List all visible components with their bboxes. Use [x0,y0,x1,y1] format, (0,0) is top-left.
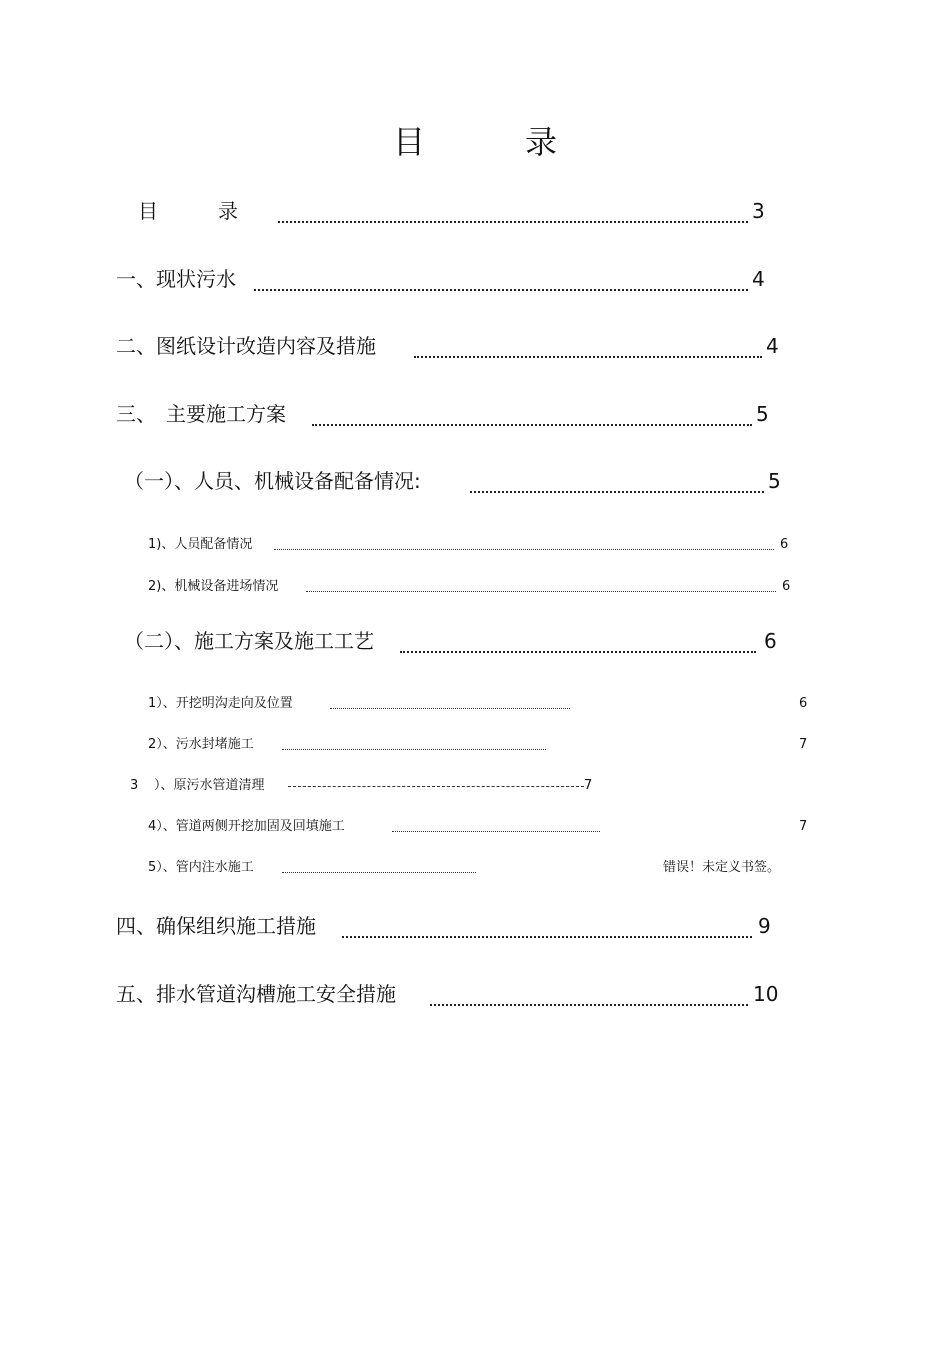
toc-entry-page: 9 [758,914,771,938]
toc-entry-label: 二、图纸设计改造内容及措施 [116,334,376,358]
toc-entry-page: 10 [753,982,779,1006]
toc-entry-item-water-fill[interactable] [148,857,813,879]
toc-entry-label: （二）、施工方案及施工工艺 [124,629,374,653]
toc-entry-label: 目 录 [138,199,238,223]
toc-leader-dots [306,591,776,592]
toc-entry-label: ）、原污水管道清理 [154,778,265,793]
toc-entry-page: 4 [766,334,779,358]
toc-leader-dots [414,356,762,358]
toc-entry-section-2[interactable] [116,331,786,361]
toc-leader-dots [278,221,748,223]
toc-entry-page: 6 [764,629,777,653]
toc-entry-label: 四、确保组织施工措施 [116,914,316,938]
toc-leader-dots [392,831,600,832]
toc-entry-section-4[interactable] [116,911,786,941]
toc-entry-page: 7 [799,819,808,834]
toc-leader-dots [274,549,774,550]
toc-entry-subsection-1[interactable] [124,466,784,496]
toc-entry-page: 6 [780,537,789,552]
toc-entry-page: 7 [799,737,808,752]
toc-entry-page: 3 [752,199,765,223]
toc-entry-page: 5 [768,469,781,493]
toc-entry-label: 2）、污水封堵施工 [148,737,254,752]
toc-entry-contents[interactable] [138,196,768,226]
toc-entry-section-3[interactable] [116,399,776,429]
toc-entry-page-error: 错误！未定义书签。 [663,860,781,875]
toc-entry-item-equipment[interactable] [148,576,793,598]
toc-leader-dots [342,936,752,938]
toc-entry-label: 5）、管内注水施工 [148,860,254,875]
toc-leader-dashes [288,786,584,787]
toc-entry-number: 3 [130,778,139,793]
page-title [0,117,950,163]
toc-entry-label: 2)、机械设备进场情况 [148,579,279,594]
title-char-2: 录 [525,123,558,162]
toc-entry-item-trench[interactable] [148,693,813,715]
toc-entry-label: 五、排水管道沟槽施工安全措施 [116,982,396,1006]
toc-entry-item-staffing[interactable] [148,534,793,556]
toc-entry-label: 1)、人员配备情况 [148,537,253,552]
toc-entry-page: 4 [752,267,765,291]
toc-entry-page: 6 [799,696,808,711]
toc-entry-subsection-2[interactable] [124,626,784,656]
toc-entry-page: 7 [584,778,593,793]
toc-leader-dots [330,708,570,709]
toc-entry-label: 一、现状污水 [116,267,236,291]
toc-entry-section-1[interactable] [116,264,766,294]
toc-leader-dots [282,749,546,750]
toc-leader-dots [312,424,752,426]
toc-entry-page: 6 [782,579,791,594]
toc-entry-label: 4）、管道两侧开挖加固及回填施工 [148,819,345,834]
toc-entry-item-plugging[interactable] [148,734,813,756]
toc-leader-dots [470,491,764,493]
toc-leader-dots [400,651,756,653]
toc-entry-label: 三、 主要施工方案 [116,402,286,426]
toc-leader-dots [254,289,748,291]
toc-entry-label: 1）、开挖明沟走向及位置 [148,696,293,711]
toc-leader-dots [430,1004,748,1006]
title-char-1: 目 [392,123,425,162]
toc-entry-item-cleaning[interactable] [130,775,610,797]
toc-entry-section-5[interactable] [116,979,796,1009]
toc-entry-item-backfill[interactable] [148,816,813,838]
toc-leader-dots [282,872,476,873]
toc-entry-label: （一）、人员、机械设备配备情况: [124,469,421,493]
toc-entry-page: 5 [756,402,769,426]
